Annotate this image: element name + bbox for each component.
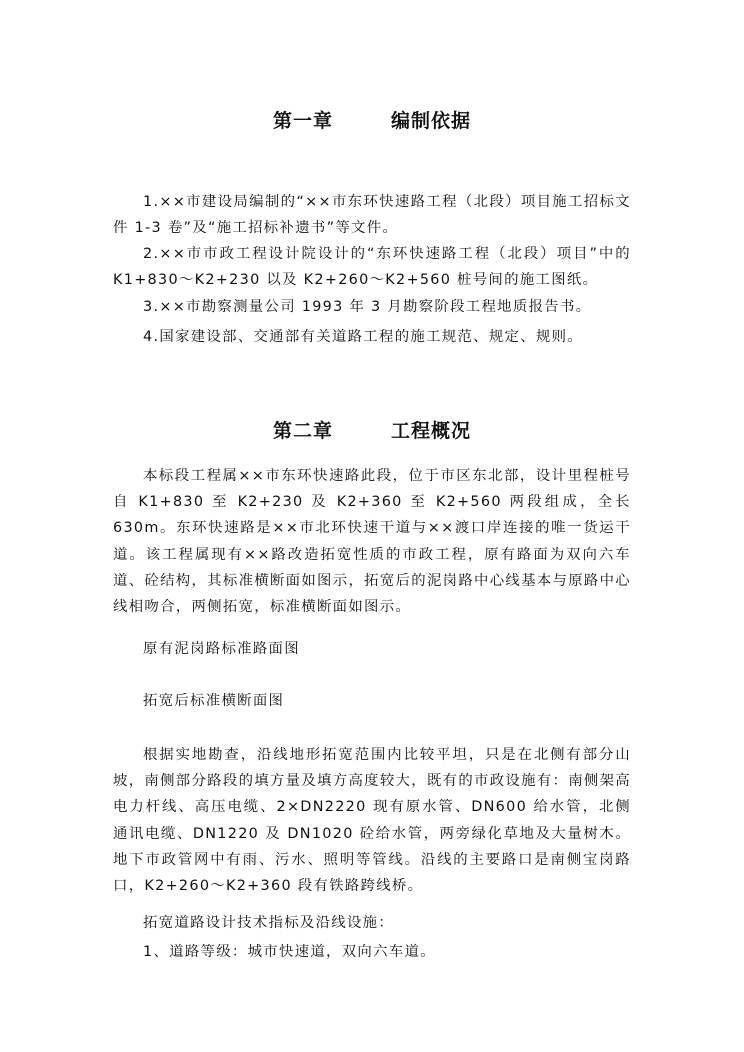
road-grade-line: 1、道路等级：城市快速道，双向六车道。: [143, 944, 436, 960]
chapter-1-item-3: 3.××市勘察测量公司 1993 年 3 月勘察阶段工程地质报告书。: [143, 299, 592, 315]
figure-caption-widened-section: 拓宽后标准横断面图: [143, 693, 285, 709]
chapter-1-item-4: 4.国家建设部、交通部有关道路工程的施工规范、规定、规则。: [143, 329, 583, 345]
figure-caption-original-road: 原有泥岗路标准路面图: [143, 641, 300, 657]
chapter-1-heading: [0, 106, 744, 133]
chapter-2-paragraph-1: 本标段工程属××市东环快速路此段，位于市区东北部，设计里程桩号自 K1+830 至 K2+230 及 K2+360 至 K2+560 两段组成，全长 630m。东环快速路是××市北环快速干道与××渡口岸连接的唯一货运干道。该工程属现有××路改造拓宽性质的市政工程，原有路面为双向六车道、砼结构，其标准横断面如图示，拓宽后的泥岗路中心线基本与原路中心线相吻合，两侧拓宽，标准横断面如图示。: [113, 468, 631, 616]
chapter-2-heading: [0, 416, 744, 443]
chapter-2-paragraph-2: 根据实地勘查，沿线地形拓宽范围内比较平坦，只是在北侧有部分山坡，南侧部分路段的填方量及填方高度较大，既有的市政设施有：南侧架高电力杆线、高压电缆、2×DN2220 现有原水管、DN600 给水管，北侧通讯电缆、DN1220 及 DN1020 砼给水管，两旁绿化草地及大量树木。地下市政管网中有雨、污水、照明等管线。沿线的主要路口是南侧宝岗路口，K2+260～K2+360 段有铁路跨线桥。: [113, 747, 631, 895]
chapter-1-number: 第一章: [272, 110, 333, 132]
chapter-2-title: 工程概况: [391, 420, 472, 442]
chapter-1-item-1: 1.××市建设局编制的“××市东环快速路工程（北段）项目施工招标文件 1-3 卷”及“施工招标补遗书”等文件。: [113, 194, 631, 237]
design-indicators-heading: 拓宽道路设计技术指标及沿线设施：: [143, 915, 395, 931]
chapter-1-title: 编制依据: [391, 110, 472, 132]
chapter-2-number: 第二章: [272, 420, 333, 442]
chapter-1-item-2: 2.××市市政工程设计院设计的“东环快速路工程（北段）项目”中的 K1+830～K2+230 以及 K2+260～K2+560 桩号间的施工图纸。: [113, 246, 631, 289]
